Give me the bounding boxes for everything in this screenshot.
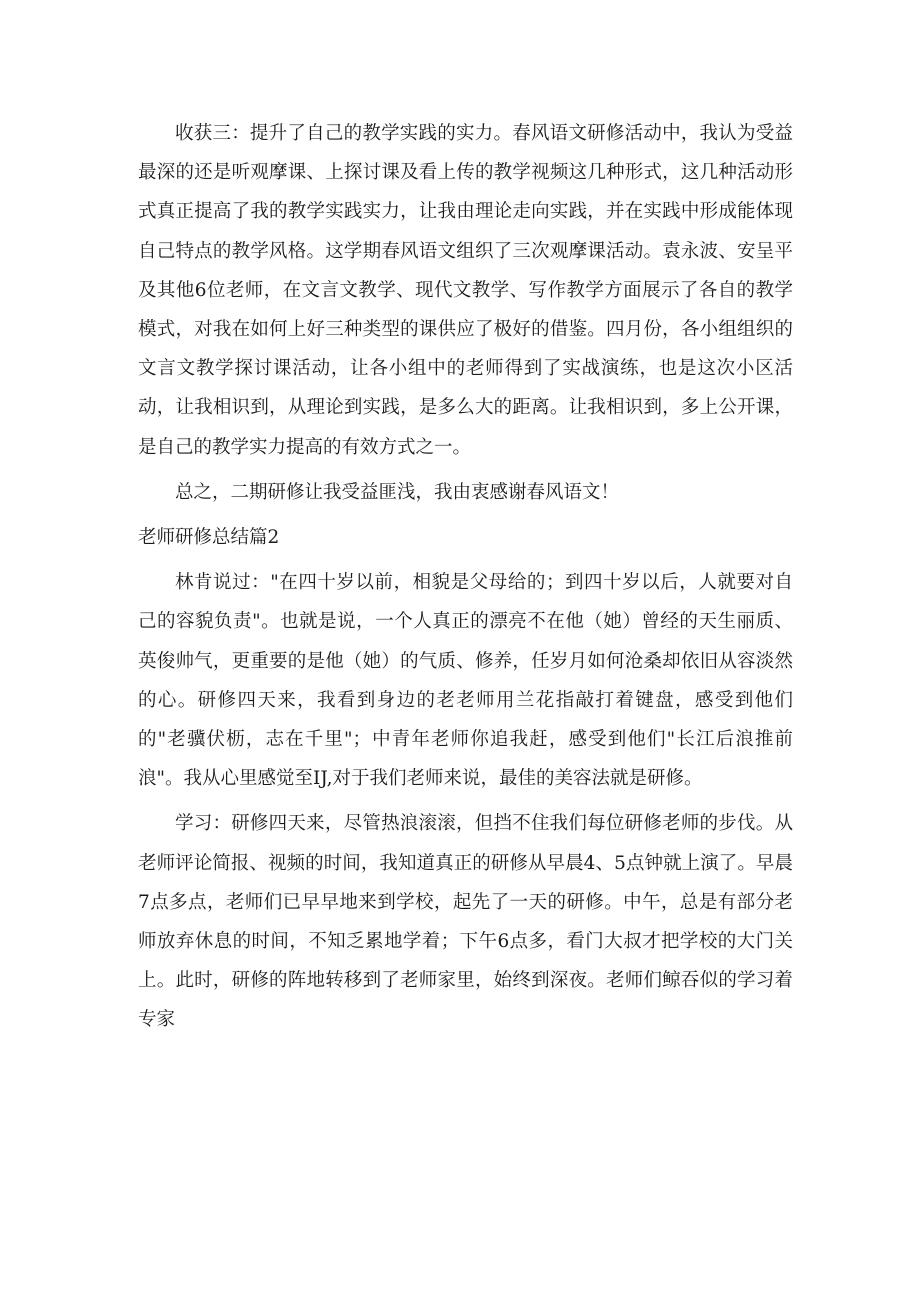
paragraph-study: 学习：研修四天来，尽管热浪滚滚，但挡不住我们每位研修老师的步伐。从老师评论简报、视频的时间，我知道真正的研修从早晨4、5点钟就上演了。早晨7点多点，老师们已早早地来到学校，起先了一天的研修。中午，总是有部分老师放弃休息的时间，不知乏累地学着；下午6点多，看门大叔才把学校的大门关上。此时，研修的阵地转移到了老师家里，始终到深夜。老师们鲸吞似的学习着专家 (138, 813, 793, 1031)
paragraph-lincoln-quote: 林肯说过："在四十岁以前，相貌是父母给的；到四十岁以后，人就要对自己的容貌负责"。也就是说，一个人真正的漂亮不在他（她）曾经的天生丽质、英俊帅气，更重要的是他（她）的气质、修养，任岁月如何沧桑却依旧从容淡然的心。研修四天来，我看到身边的老老师用兰花指敲打着键盘，感受到他们的"老骥伏枥，志在千里"；中青年老师你追我赶，感受到他们"长江后浪推前浪"。我从心里感觉至IJ,对于我们老师来说，最佳的美容法就是研修。 (138, 572, 793, 790)
document-body (138, 114, 793, 1040)
section-heading: 老师研修总结篇2 (138, 527, 280, 549)
paragraph-harvest-three: 收获三：提升了自己的教学实践的实力。春风语文研修活动中，我认为受益最深的还是听观摩课、上探讨课及看上传的教学视频这几种形式，这几种活动形式真正提高了我的教学实践实力，让我由理论走向实践，并在实践中形成能体现自己特点的教学风格。这学期春风语文组织了三次观摩课活动。袁永波、安呈平及其他6位老师，在文言文教学、现代文教学、写作教学方面展示了各自的教学模式，对我在如何上好三种类型的课供应了极好的借鉴。四月份，各小组组织的文言文教学探讨课活动，让各小组中的老师得到了实战演练，也是这次小区活动，让我相识到，从理论到实践，是多么大的距离。让我相识到，多上公开课，是自己的教学实力提高的有效方式之一。 (138, 123, 793, 458)
paragraph-conclusion: 总之，二期研修让我受益匪浅，我由衷感谢春风语文！ (175, 481, 620, 503)
